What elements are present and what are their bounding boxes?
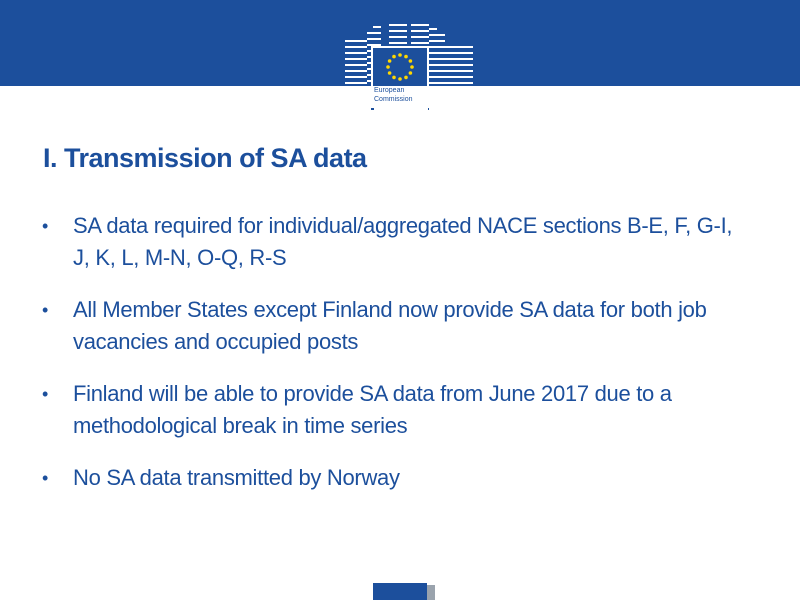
bullet-list bbox=[42, 210, 752, 514]
logo-caption bbox=[374, 86, 428, 110]
logo-line-commission: Commission bbox=[374, 96, 413, 103]
bullet-item bbox=[42, 378, 752, 442]
bullet-text: All Member States except Finland now provide SA data for both job vacancies and occupied posts bbox=[73, 297, 707, 354]
slide-title: I. Transmission of SA data bbox=[43, 143, 367, 173]
bullet-dot-icon: • bbox=[42, 384, 49, 404]
bullet-text: No SA data transmitted by Norway bbox=[73, 465, 400, 490]
bullet-text: SA data required for individual/aggregated NACE sections B-E, F, G-I, J, K, L, M-N, O-Q, R-S bbox=[73, 213, 733, 270]
logo-line-european: European bbox=[374, 87, 405, 94]
footer-flag-mark-icon bbox=[373, 583, 435, 600]
bullet-dot-icon: • bbox=[42, 300, 49, 320]
bullet-dot-icon: • bbox=[42, 216, 49, 236]
bullet-dot-icon: • bbox=[42, 468, 49, 488]
bullet-text: Finland will be able to provide SA data from June 2017 due to a methodological break in time series bbox=[73, 381, 672, 438]
bullet-item bbox=[42, 294, 752, 358]
bullet-item bbox=[42, 462, 752, 494]
bullet-item bbox=[42, 210, 752, 274]
